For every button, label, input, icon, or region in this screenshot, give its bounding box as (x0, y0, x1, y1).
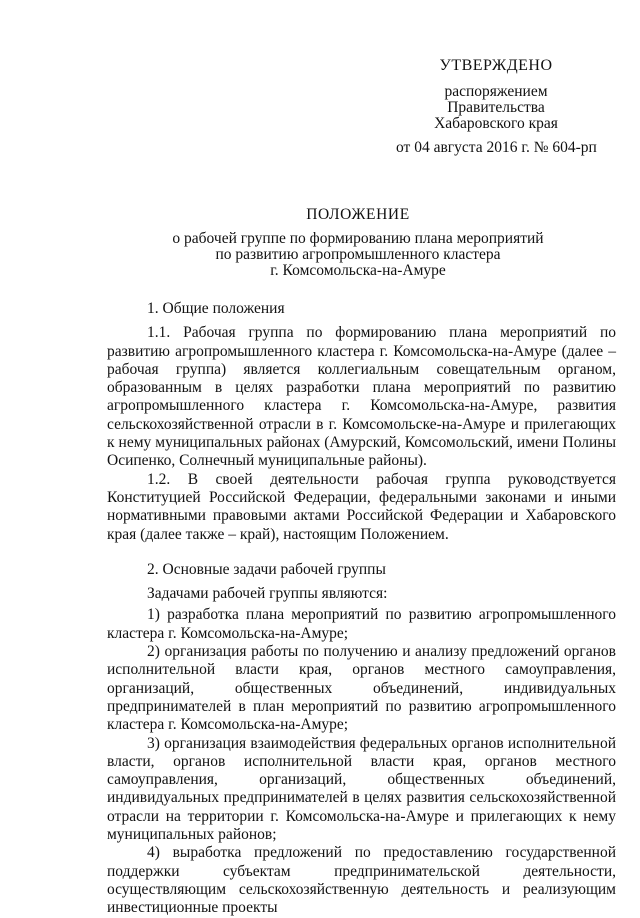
paragraph-1-2: 1.2. В своей деятельности рабочая группа руководствуется Конституцией Российской Федерации, федеральными законами и иными нормативными правовыми актами Российской Федерации и Хабаровского края (далее также – край), настоящим Положением. (107, 470, 616, 543)
section-1-heading: 1. Общие положения (147, 300, 285, 317)
approval-date: от 04 августа 2016 г. № 604-рп (396, 139, 597, 156)
approval-block (396, 58, 596, 156)
approval-line-1: распоряжением (444, 83, 548, 100)
document-title (100, 207, 616, 279)
title-line-1: о рабочей группе по формированию плана мероприятий (172, 230, 544, 247)
title-main: ПОЛОЖЕНИЕ (306, 206, 410, 223)
task-item-1: 1) разработка плана мероприятий по развитию агропромышленного кластера г. Комсомольска-на-Амуре; (107, 606, 616, 642)
document-body (107, 300, 616, 918)
approval-line-3: Хабаровского края (434, 115, 558, 132)
approval-line-2: Правительства (447, 99, 545, 116)
task-item-2: 2) организация работы по получению и анализу предложений органов исполнительной власти края, органов местного самоуправления, организаций, общественных объединений, индивидуальных предпринимателей в план мероприятий по развитию агропромышленного кластера г. Комсомольска-на-Амуре; (107, 643, 616, 734)
title-line-3: г. Комсомольска-на-Амуре (270, 262, 446, 279)
section-2-heading: 2. Основные задачи рабочей группы (147, 560, 386, 578)
approval-heading: УТВЕРЖДЕНО (439, 57, 553, 74)
tasks-intro: Задачами рабочей группы являются: (147, 585, 388, 603)
title-line-2: по развитию агропромышленного кластера (215, 246, 501, 263)
task-item-4: 4) выработка предложений по предоставлению государственной поддержки субъектам предпринимательской деятельности, осуществляющим сельскохозяйственную деятельность и реализующим инвестиционные проекты (107, 844, 616, 917)
paragraph-1-1: 1.1. Рабочая группа по формированию плана мероприятий по развитию агропромышленного кластера г. Комсомольска-на-Амуре (далее – рабочая группа) является коллегиальным совещательным органом, образованным в целях разработки плана мероприятий по развитию агропромышленного кластера г. Комсомольска-на-Амуре, развития сельскохозяйственной отрасли в г. Комсомольске-на-Амуре и прилегающих к нему муниципальных районах (Амурский, Комсомольский, имени Полины Осипенко, Солнечный муниципальные районы). (107, 324, 616, 470)
task-item-3: 3) организация взаимодействия федеральных органов исполнительной власти, органов исполнительной власти края, органов местного самоуправления, организаций, общественных объединений, индивидуальных предпринимателей в целях развития сельскохозяйственной отрасли на территории г. Комсомольска-на-Амуре и прилегающих к нему муниципальных районов; (107, 734, 616, 844)
